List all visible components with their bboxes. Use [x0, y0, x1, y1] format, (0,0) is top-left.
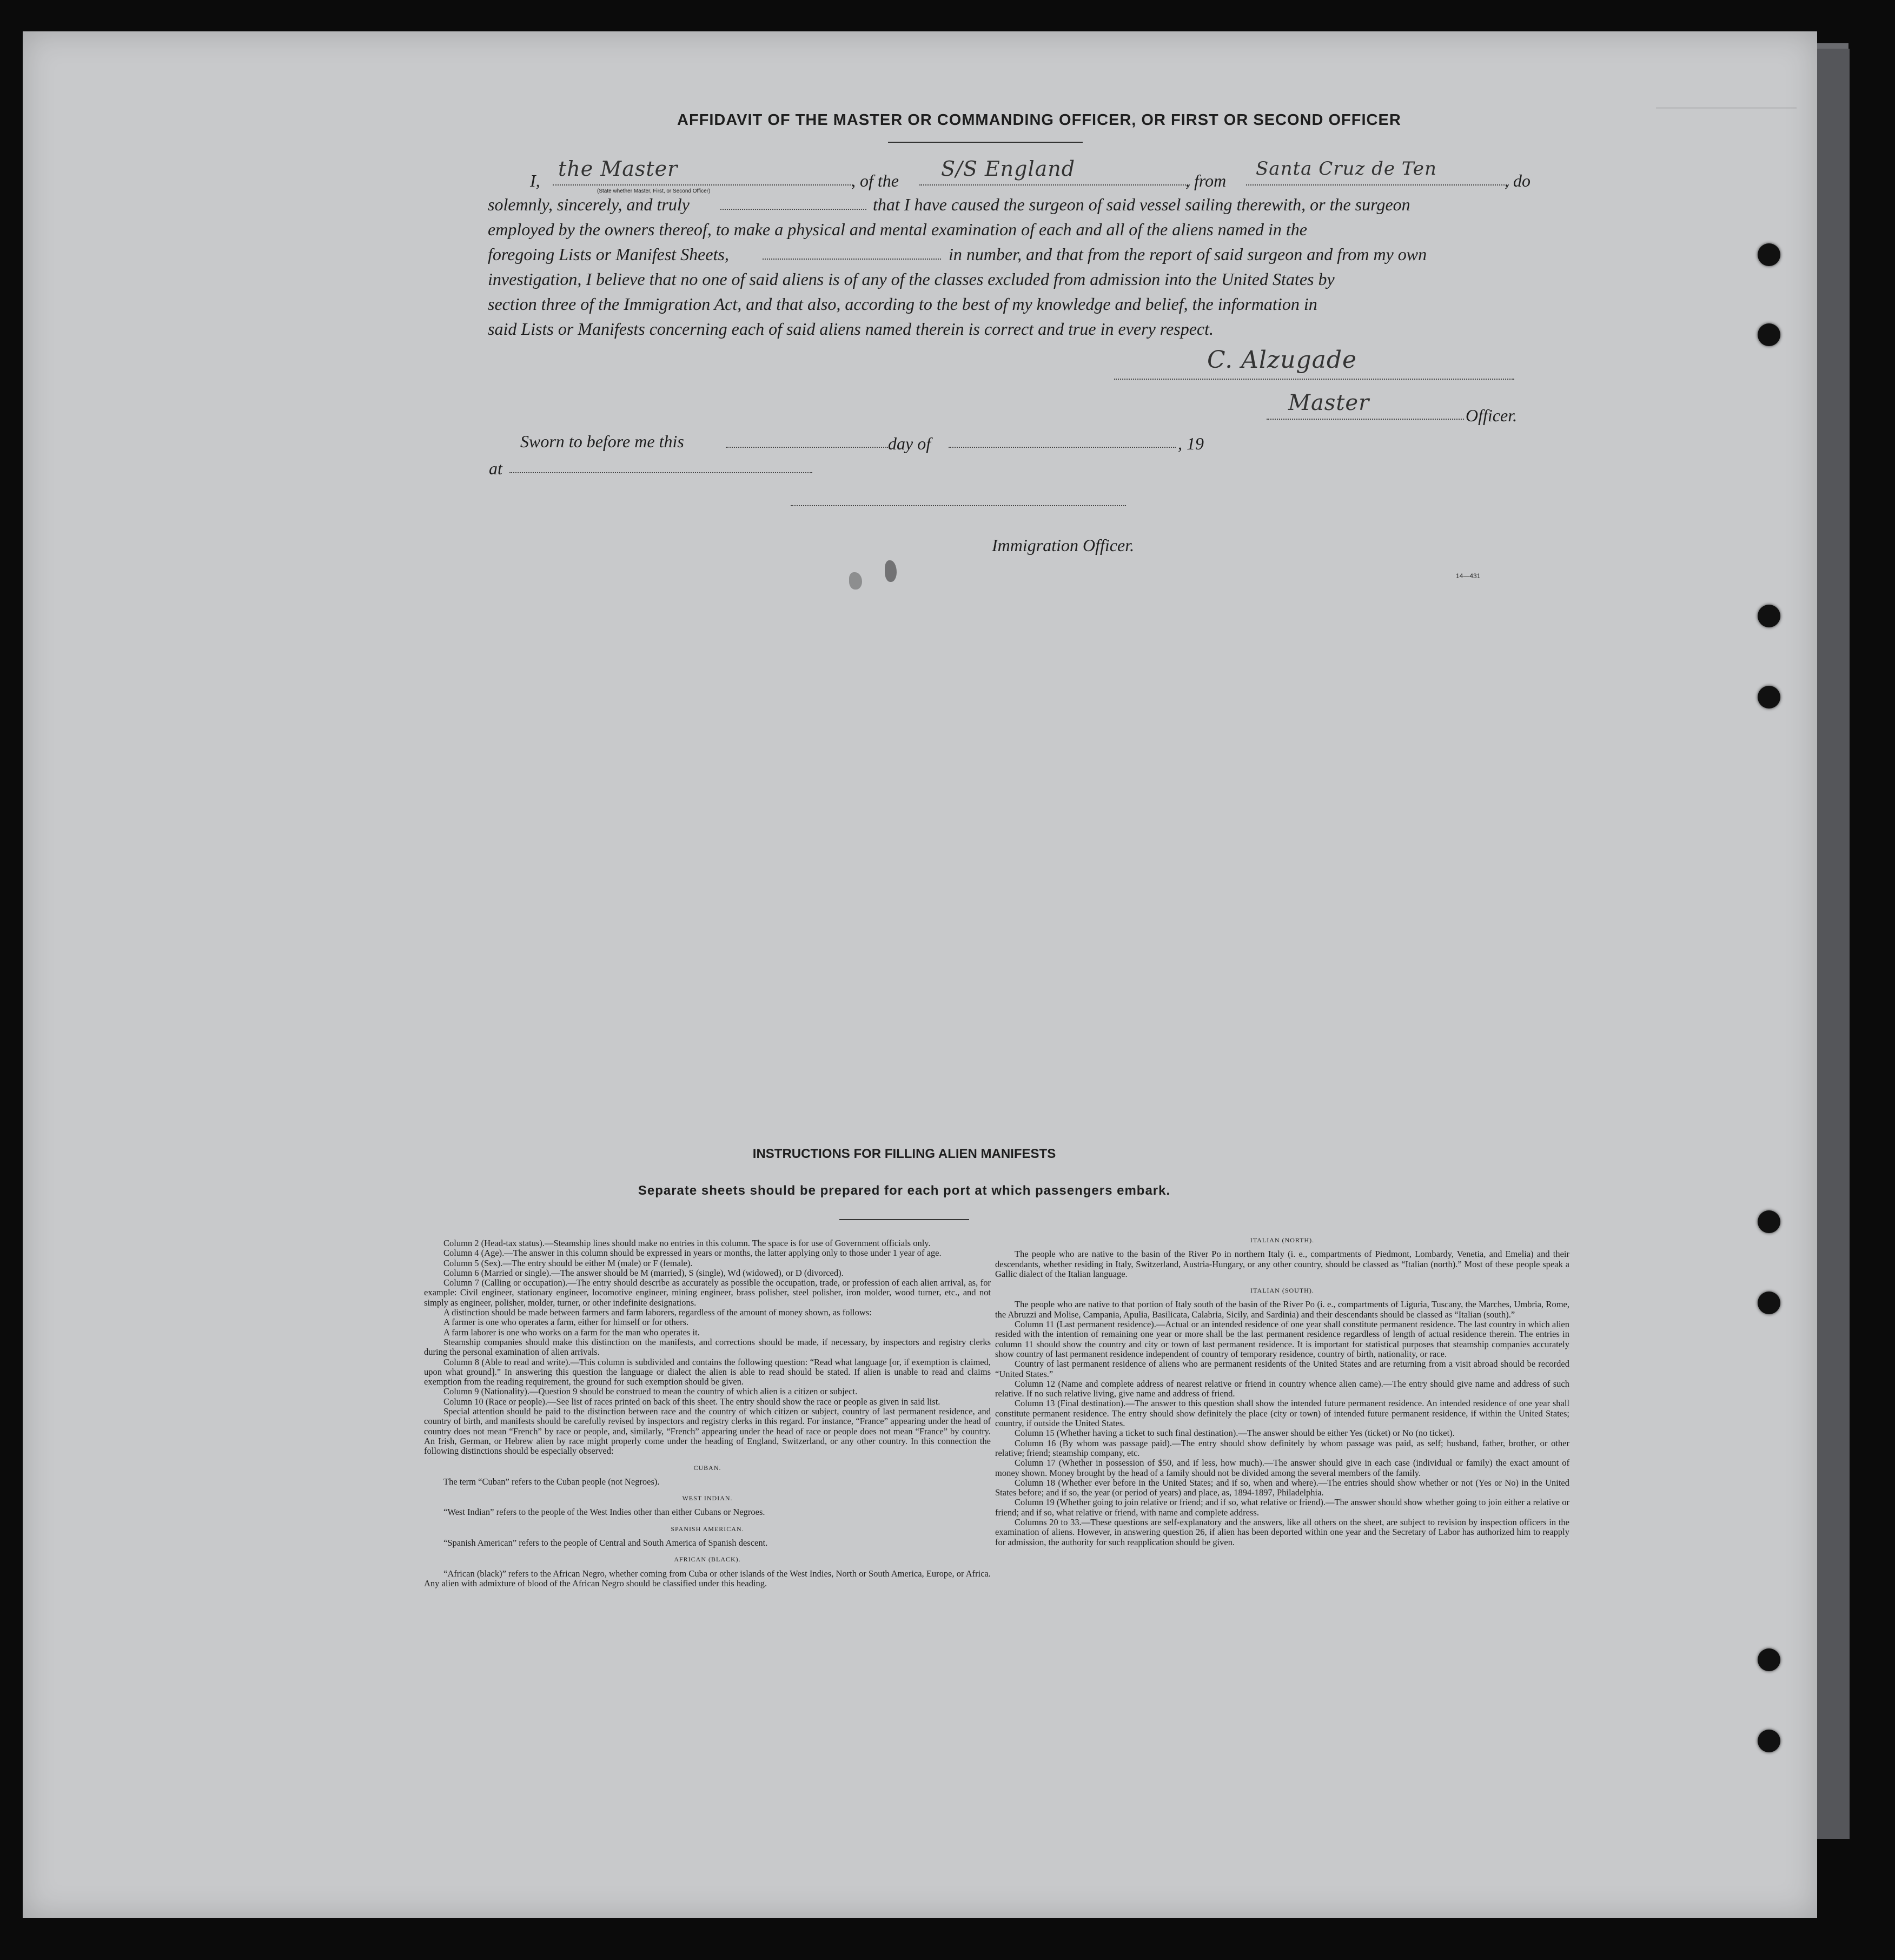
- instr-col18: Column 18 (Whether ever before in the United States; and if so, when and where).—The entries should show whether or not (Yes or No) in the United States before; and if so, the year (or period of years) and place, as, 1894-1897, Philadelphia.: [995, 1477, 1569, 1498]
- instr-col2: Column 2 (Head-tax status).—Steamship lines should make no entries in this column. The space is for use of Government officials only.: [443, 1238, 931, 1248]
- officer-label: Officer.: [1466, 406, 1518, 425]
- punch-hole: [1758, 243, 1780, 266]
- instr-col20-33: Columns 20 to 33.—These questions are self-explanatory and the answers, like all others on the sheet, are subject to revision by inspection officers in the examination of aliens. However, in answering question 26, if alien has been deported within one year and the Secretary of Labor has authorized him to reapply for admission, the authority for such reapplication should be given.: [995, 1517, 1569, 1547]
- heading-spanish-american: SPANISH AMERICAN.: [671, 1525, 744, 1533]
- instructions-right-column: [995, 1229, 1569, 1547]
- officer-rank-handwritten: the Master: [558, 157, 678, 181]
- heading-cuban: CUBAN.: [693, 1464, 721, 1472]
- instr-cuban: The term “Cuban” refers to the Cuban people (not Negroes).: [443, 1476, 660, 1487]
- immigration-officer-label: Immigration Officer.: [992, 535, 1135, 555]
- instr-farmer-distinction: A distinction should be made between farmers and farm laborers, regardless of the amount of money shown, as follows:: [443, 1307, 872, 1318]
- instr-race-attention: Special attention should be paid to the distinction between race and the country of which citizen or subject, country of last permanent residence, and country of birth, and manifests should be carefully revised by inspectors and registry clerks in this regard. For instance, “France” appearing under the head of country does not mean “French” by race or people, and, similarly, “French” appearing under the head of race or people does not mean “France” by country. An Irish, German, or Hebrew alien by race might properly come under the heading of England, Switzerland, or any other country. In this connection the following distinctions should be especially observed:: [424, 1406, 991, 1456]
- instr-col7: Column 7 (Calling or occupation).—The entry should describe as accurately as possible the occupation, trade, or profession of each alien arrival, as, for example: Civil engineer, stationary engineer, locomotive engineer, mining engineer, brass polisher, steel polisher, iron molder, wood turner, etc., and not simply as engineer, polisher, molder, turner, or other indefinite designations.: [424, 1277, 991, 1308]
- instr-col16: Column 16 (By whom was passage paid).—The entry should show definitely by whom passage was paid, as self; husband, father, brother, or other relative; friend; steamship company, etc.: [995, 1438, 1569, 1458]
- affidavit-line-2a: solemnly, sincerely, and truly: [488, 195, 690, 214]
- port-handwritten: Santa Cruz de Ten: [1256, 158, 1437, 180]
- instr-west-indian: “West Indian” refers to the people of the West Indies other than either Cubans or Negroes.: [443, 1507, 765, 1518]
- day-of-label: day of: [888, 434, 931, 453]
- instr-col8: Column 8 (Able to read and write).—This column is subdivided and contains the following question: “Read what language [or, if exemption is claimed, upon what ground].” In answering this question the language or dialect the alien is able to read should be stated. If alien is unable to read and claims exemption from the reading requirement, the ground for such exemption should be given.: [424, 1356, 991, 1387]
- number-line: [763, 259, 941, 260]
- instr-col19: Column 19 (Whether going to join relative or friend; and if so, what relative or friend).—The answer should show whether going to join either a relative or friend; and if so, what relative or friend, with name and complete address.: [995, 1497, 1569, 1518]
- instr-col5: Column 5 (Sex).—The entry should be either M (male) or F (female).: [443, 1257, 693, 1268]
- instr-col9: Column 9 (Nationality).—Question 9 should be construed to mean the country of which alien is a citizen or subject.: [443, 1386, 858, 1397]
- bleed-through: [1656, 107, 1797, 141]
- punch-hole: [1758, 1292, 1780, 1314]
- punch-hole: [1758, 1648, 1780, 1671]
- at-line: [509, 472, 812, 473]
- from-label: , from: [1185, 171, 1227, 190]
- title-rule: [888, 142, 1083, 143]
- master-signature: C. Alzugade: [1207, 346, 1357, 374]
- instr-col12: Column 12 (Name and complete address of nearest relative or friend in country whence alien came).—The entry should give name and address of such relative. If no such relative living, give name and address of friend.: [995, 1378, 1569, 1399]
- affidavit-line-6: section three of the Immigration Act, and that also, according to the best of my knowledge and belief, the information in: [488, 294, 1317, 314]
- affidavit-title: AFFIDAVIT OF THE MASTER OR COMMANDING OFFICER, OR FIRST OR SECOND OFFICER: [677, 111, 1401, 129]
- instructions-rule: [839, 1219, 969, 1220]
- punch-hole: [1758, 323, 1780, 346]
- vessel-line: [919, 184, 1190, 186]
- instr-farmer: A farmer is one who operates a farm, either for himself or for others.: [443, 1317, 689, 1328]
- punch-hole: [1758, 1210, 1780, 1233]
- instr-italian-north: The people who are native to the basin of the River Po in northern Italy (i. e., compartments of Piedmont, Lombardy, Venetia, and Emelia) and their descendants, whether residing in Italy, Switzerland, Austria-Hungary, or any other country, should be classed as “Italian (north).” Most of these people speak a Gallic dialect of the Italian language.: [995, 1249, 1569, 1279]
- heading-west-indian: WEST INDIAN.: [682, 1494, 733, 1502]
- year-label: , 19: [1178, 434, 1204, 453]
- instr-col4: Column 4 (Age).—The answer in this column should be expressed in years or months, the latter applying only to those under 1 year of age.: [443, 1248, 942, 1259]
- instr-col15: Column 15 (Whether having a ticket to such final destination).—The answer should be either Yes (ticket) or No (no ticket).: [1015, 1428, 1455, 1439]
- blank-line-2: [720, 209, 866, 210]
- ink-smudge: [885, 560, 897, 582]
- affidavit-line-4b: in number, and that from the report of said surgeon and from my own: [949, 244, 1427, 264]
- punch-hole: [1758, 686, 1780, 708]
- vessel-handwritten: S/S England: [941, 157, 1076, 181]
- affidavit-line-5: investigation, I believe that no one of said aliens is of any of the classes excluded from admission into the United States by: [488, 269, 1335, 289]
- form-number: 14—431: [1456, 572, 1481, 580]
- sworn-label: Sworn to before me this: [520, 432, 684, 451]
- punch-hole: [1758, 1730, 1780, 1752]
- affidavit-line-3: employed by the owners thereof, to make a physical and mental examination of each and all of the aliens named in the: [488, 220, 1307, 239]
- sworn-month-line: [949, 447, 1176, 448]
- i-label: I,: [530, 171, 540, 190]
- affidavit-line-7: said Lists or Manifests concerning each of said aliens named therein is correct and true in every respect.: [488, 319, 1214, 339]
- heading-italian-south: ITALIAN (SOUTH).: [1250, 1287, 1314, 1295]
- instr-col13: Column 13 (Final destination).—The answer to this question shall show the intended future permanent residence. An intended residence of one year shall constitute permanent residence. The entry should show definitely the place (city or town) of intended future permanent residence, if within the United States; country, if outside the United States.: [995, 1398, 1569, 1429]
- instructions-title: INSTRUCTIONS FOR FILLING ALIEN MANIFESTS: [752, 1147, 1056, 1161]
- officer-rank-hint: (State whether Master, First, or Second Officer): [597, 188, 711, 194]
- instr-steamship-distinction: Steamship companies should make this distinction on the manifests, and corrections should be made, if necessary, by inspectors and registry clerks during the personal examination of alien arrivals.: [424, 1336, 991, 1358]
- sworn-day-line: [726, 447, 888, 448]
- instr-farm-laborer: A farm laborer is one who works on a farm for the man who operates it.: [443, 1327, 700, 1337]
- title-line: [1267, 419, 1464, 420]
- ink-smudge: [849, 572, 862, 590]
- signature-title-handwritten: Master: [1288, 390, 1370, 415]
- instr-returning-residents: Country of last permanent residence of aliens who are permanent residents of the United States and are returning from a visit abroad should be recorded “United States.”: [995, 1359, 1569, 1379]
- punch-hole: [1758, 605, 1780, 627]
- immigration-officer-line: [791, 505, 1126, 506]
- instr-spanish-american: “Spanish American” refers to the people of Central and South America of Spanish descent.: [443, 1538, 768, 1548]
- heading-african: AFRICAN (BLACK).: [674, 1555, 741, 1564]
- instr-col11: Column 11 (Last permanent residence).—Actual or an intended residence of one year shall constitute permanent residence. The last country in which alien resided with the intention of remaining one year or more shall be the last permanent residence regardless of length of actual residence therein. The entries in column 11 should show the country and city or town of last permanent residence. It is important for statistical purposes that steamship companies accurately show country of last permanent residence independent of country of temporary residence, country of birth, nationality, or race.: [995, 1319, 1569, 1359]
- signature-line: [1114, 379, 1514, 380]
- instr-italian-south: The people who are native to that portion of Italy south of the basin of the River Po (i. e., compartments of Liguria, Tuscany, the Marches, Umbria, Rome, the Abruzzi and Molise, Campania, Apulia, Basilicata, Calabria, Sicily, and Sardinia) and their descendants should be classed as “Italian (south).”: [995, 1299, 1569, 1320]
- of-the-label: , of the: [851, 171, 899, 190]
- instructions-left-column: [424, 1239, 991, 1588]
- heading-italian-north: ITALIAN (NORTH).: [1250, 1236, 1315, 1244]
- officer-rank-line: [553, 184, 853, 186]
- do-label: , do: [1505, 171, 1530, 190]
- instr-col6: Column 6 (Married or single).—The answer should be M (married), S (single), Wd (widowed), or D (divorced).: [443, 1267, 844, 1278]
- back-sheet-edge-dark: [1817, 49, 1850, 1839]
- port-line: [1246, 184, 1509, 186]
- affidavit-line-2b: that I have caused the surgeon of said vessel sailing therewith, or the surgeon: [873, 195, 1410, 214]
- manifest-page: [23, 31, 1817, 1918]
- instr-col17: Column 17 (Whether in possession of $50, and if less, how much).—The answer should give in each case (individual or family) the exact amount of money shown. Money brought by the head of a family should not be divided among the several members of the family.: [995, 1458, 1569, 1478]
- instructions-subtitle: Separate sheets should be prepared for each port at which passengers embark.: [638, 1183, 1171, 1198]
- affidavit-line-4a: foregoing Lists or Manifest Sheets,: [488, 244, 729, 264]
- at-label: at: [489, 459, 502, 478]
- instr-african: “African (black)” refers to the African Negro, whether coming from Cuba or other islands of the West Indies, North or South America, Europe, or Africa. Any alien with admixture of blood of the African Negro should be classified under this heading.: [424, 1568, 991, 1588]
- instr-col10: Column 10 (Race or people).—See list of races printed on back of this sheet. The entry should show the race or people as given in said list.: [443, 1396, 940, 1407]
